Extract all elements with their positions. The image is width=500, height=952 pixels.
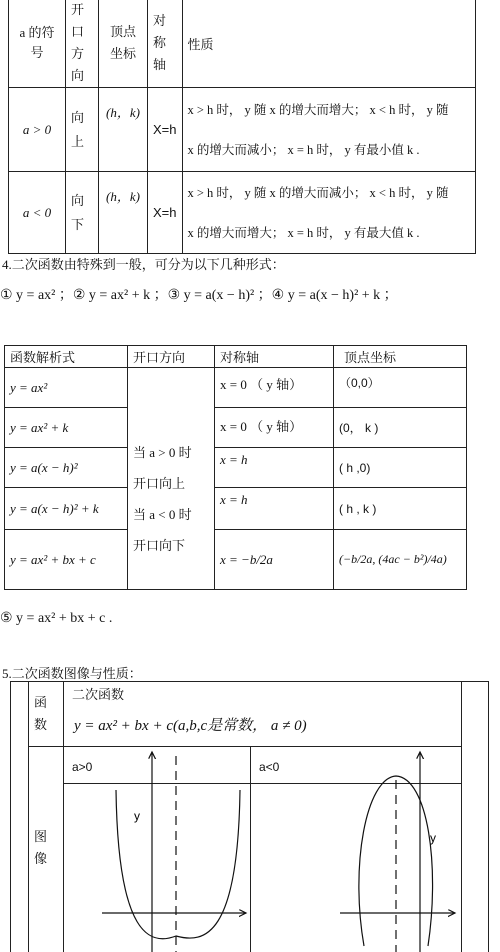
header-property: 性质 xyxy=(182,0,476,88)
col-neg-label: a<0 xyxy=(259,760,280,774)
row1-axis: X=h xyxy=(148,88,183,172)
form5: ⑤ y = ax² + bx + c . xyxy=(0,611,113,626)
func-formula: y = ax² + bx + c(a,b,c是常数， a ≠ 0) xyxy=(74,718,307,734)
direction-line4: 开口向下 xyxy=(133,537,186,553)
row2-sign: a < 0 xyxy=(9,172,66,254)
left-y-label: y xyxy=(134,809,140,823)
row1-sign: a > 0 xyxy=(9,88,66,172)
axis-row5: x = −b/2a xyxy=(215,530,334,590)
func-title: 二次函数 xyxy=(72,687,125,702)
row1-property xyxy=(182,88,476,172)
right-y-label: y xyxy=(430,831,436,845)
direction-line3: 当 a < 0 时 xyxy=(133,506,192,522)
func-row5: y = ax² + bx + c xyxy=(5,530,128,590)
row2-property-line2: x 的增大而增大； x = h 时， y 有最大值 k . xyxy=(187,225,420,240)
direction-line2: 开口向上 xyxy=(133,475,186,491)
vertex-row4: ( h , k ) xyxy=(334,488,467,530)
frame-top xyxy=(10,681,489,682)
axis-row3: x = h xyxy=(215,448,334,488)
row2-direction: 向下 xyxy=(66,172,99,254)
header-vertex: 顶点坐标 xyxy=(99,0,148,88)
axis-row2: x = 0 （ y 轴） xyxy=(215,408,334,448)
header-direction: 开口方向 xyxy=(66,0,99,88)
header-axis2: 对称轴 xyxy=(215,346,334,368)
row1-vertex: (h，k) xyxy=(99,88,148,172)
section4-forms: ① y = ax² ；② y = ax² + k ；③ y = a(x − h)² ；④ y = a(x − h)² + k ； xyxy=(0,288,398,303)
row1-property-line1: x > h 时， y 随 x 的增大而增大； x < h 时， y 随 xyxy=(187,102,449,117)
func-row2: y = ax² + k xyxy=(5,408,128,448)
row2-property-line1: x > h 时， y 随 x 的增大而减小； x < h 时， y 随 xyxy=(187,185,449,200)
row2-property xyxy=(182,172,476,254)
header-axis: 对称轴 xyxy=(148,0,183,88)
header-sign: a 的符号 xyxy=(9,0,66,88)
graphs-svg xyxy=(0,746,500,952)
forms-table xyxy=(4,345,467,590)
direction-cell xyxy=(128,368,215,590)
vertex-row2: (0， k ) xyxy=(334,408,467,448)
row2-axis: X=h xyxy=(148,172,183,254)
header-direction2: 开口方向 xyxy=(128,346,215,368)
vertex-row3: ( h ,0) xyxy=(334,448,467,488)
col-pos-label: a>0 xyxy=(72,760,93,774)
properties-table xyxy=(8,0,476,254)
section5-heading: 5.二次函数图像与性质： xyxy=(2,666,142,681)
func-row1: y = ax² xyxy=(5,368,128,408)
func-label: 函数 xyxy=(34,695,48,732)
vertex-row5: (−b/2a, (4ac − b²)/4a) xyxy=(334,530,467,590)
axis-row1: x = 0 （ y 轴） xyxy=(215,368,334,408)
row1-direction: 向上 xyxy=(66,88,99,172)
direction-line1: 当 a > 0 时 xyxy=(133,444,192,460)
header-vertex2: 顶点坐标 xyxy=(334,346,467,368)
func-row3: y = a(x − h)² xyxy=(5,448,128,488)
header-func: 函数解析式 xyxy=(5,346,128,368)
func-row4: y = a(x − h)² + k xyxy=(5,488,128,530)
image-label: 图像 xyxy=(34,829,48,866)
row1-property-line2: x 的增大而减小； x = h 时， y 有最小值 k . xyxy=(187,142,420,157)
row2-vertex: (h，k) xyxy=(99,172,148,254)
vertex-row1: （0,0） xyxy=(334,368,467,408)
section4-heading: 4.二次函数由特殊到一般，可分为以下几种形式： xyxy=(2,257,285,272)
axis-row4: x = h xyxy=(215,488,334,530)
